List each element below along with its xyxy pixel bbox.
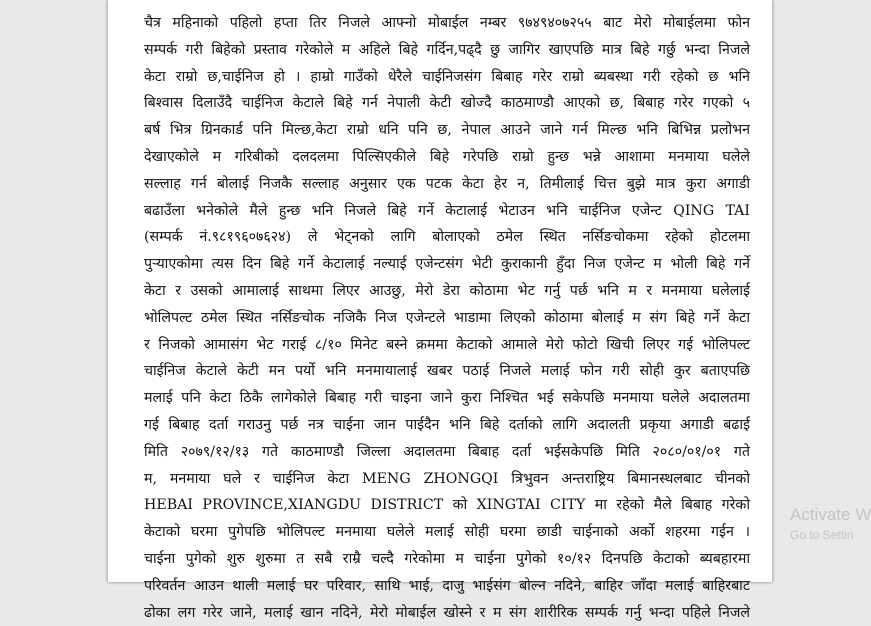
text-line: सल्लाह गर्न बोलाई निजकै सल्लाह अनुसार एक पटक केटा हेर न, तिमीलाई चित्त बुझे मात्र कुरा अगाडी (144, 175, 750, 192)
watermark-title: Activate W (790, 505, 871, 524)
text-line: केटा र उसको आमालाई साथमा लिएर आउछु, मेरो डेरा कोठामा भेट गर्नु पर्छ भनि म र मनमाया घलेलाई (144, 282, 750, 299)
text-line: गई बिबाह दर्ता गराउनु पर्छ नत्र चाईना जान पाईदैन भनि बिहे दर्ताको लागि अदालती प्रकृया अगाडी बढाई (144, 416, 750, 433)
text-line: केटाको घरमा पुगेपछि भोलिपल्ट मनमाया घलेले मलाई सोही घरमा छाडी चाईनाको अर्को शहरमा गईन । (144, 524, 750, 541)
text-line: पुऱ्याएकोमा त्यस दिन बिहे गर्ने केटालाई नल्याई एजेन्टसंग भेटी कुराकानी हुँदा निज एजेन्ट म भोली बिहे गर्ने (144, 256, 750, 273)
text-line: चाईना पुगेको शुरु शुरुमा त सबै राम्रै चल्दै गरेकोमा म चाईना पुगेको १०/१२ दिनपछि केटाको ब्यबहारमा (144, 550, 750, 567)
text-line: परिवर्तन आउन थाली मलाई घर परिवार, साथि भाई, दाजु भाईसंग बोल्न नदिने, बाहिर जाँदा मलाई बाहिरबाट (144, 577, 750, 594)
text-line: ढोका लग गरेर जाने, मलाई खान नदिने, मेरो मोबाईल खोस्ने र म संग शारीरिक सम्पर्क गर्नु भन्दा पहिले निजले (144, 604, 750, 621)
document-page (108, 0, 772, 621)
text-line: चाईनिज केटाले केटी मन पर्यो भनि मनमायालाई खबर पठाई निजले मलाई फोन गरी सोही कुर बताएपछि (144, 363, 750, 380)
text-line: बढाउँला भनेकोले मैले हुन्छ भनि निजले बिहे गर्ने केटालाई भेटाउन भनि चाईनिज एजेन्ट QING TAI (144, 202, 750, 219)
text-line: र निजको आमासंग भेट गराई ८/१० मिनेट बस्ने क्रममा केटाको आमाले मेरो फोटो खिची लिएर गई भोलिपल्ट (144, 336, 750, 353)
text-line: बर्ष भित्र ग्रिनकार्ड पनि मिल्छ,केटा राम्रो धनि पनि छ, नेपाल आउने जाने गर्न मिल्छ भनि बिभिन्न प्रलोभन (144, 122, 750, 139)
text-line: भोलिपल्ट ठमेल स्थित नर्सिङचोक नजिकै निज एजेन्टले भाडामा लिएको कोठामा बोलाई म संग बिहे गर्ने केटा (144, 309, 750, 326)
watermark-subtitle: Go to Settin (790, 528, 854, 542)
windows-activation-watermark (790, 504, 871, 544)
text-line: बिश्वास दिलाउँदै चाईनिज केटाले बिहे गर्न नेपाली केटी खोज्दै काठमाण्डौ आएको छ, बिबाह गरेर गएको ५ (144, 95, 750, 112)
text-line: मलाई पनि केटा ठिकै लागेकोले बिबाह गरी चाइना जाने कुरा निश्चित भई सकेपछि मनमाया घलेले अदालतमा (144, 390, 750, 407)
text-line: सम्पर्क गरी बिहेको प्रस्ताव गरेकोले म अहिले बिहे गर्दिन,पढ्दै छु जागिर खाएपछि मात्र बिहे गर्छु भन्दा निजले (144, 41, 750, 58)
text-line: म, मनमाया घले र चाईनिज केटा MENG ZHONGQI त्रिभुवन अन्तराष्ट्रिय बिमानस्थलबाट चीनको (144, 470, 750, 487)
text-line: मिति २०७९/१२/१३ गते काठमाण्डौ जिल्ला अदालतमा बिबाह दर्ता भईसकेपछि मिति २०८०/०१/०१ गते (144, 443, 750, 460)
text-line: केटा राम्रो छ,चाईनिज हो । हाम्रो गाउँको धेरैले चाईनिजसंग बिबाह गरेर राम्रो ब्यबस्था गरी रहेको छ भनि (144, 68, 750, 85)
text-line: चैत्र महिनाको पहिलो हप्ता तिर निजले आफ्नो मोबाईल नम्बर ९७४९४०७२५५ बाट मेरो मोबाईलमा फोन (144, 15, 750, 31)
body-paragraph (144, 10, 750, 626)
text-line: (सम्पर्क नं.९८१९६०७६२४) ले भेट्नको लागि बोलाएको ठमेल स्थित नर्सिङचोकमा रहेको होटलमा (144, 229, 750, 246)
text-line: देखाएकोले म गरिबीको दलदलमा पिल्सिएकीले बिहे गरेपछि राम्रो हुन्छ भन्ने आशामा मनमाया घलेले (144, 148, 750, 165)
text-line: HEBAI PROVINCE,XIANGDU DISTRICT को XINGTAI CITY मा रहेको मैले बिबाह गरेको (144, 497, 750, 514)
